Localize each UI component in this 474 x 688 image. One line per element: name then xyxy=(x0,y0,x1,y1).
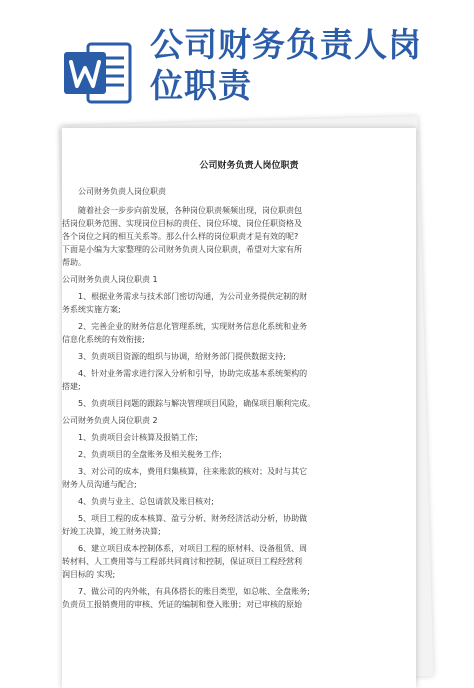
list-item-line: 3、负责项目资源的组织与协调，给财务部门提供数据支持; xyxy=(78,352,286,361)
list-item-line: 信息化系统的有效衔接; xyxy=(62,335,145,344)
intro-line: 下面是小编为大家整理的公司财务负责人岗位职责，希望对大家有所 xyxy=(62,245,302,254)
list-item-line: 搭建; xyxy=(62,382,81,391)
list-item-line: 2、负责项目的全盘账务及相关税务工作; xyxy=(78,450,222,459)
list-item xyxy=(62,320,412,346)
list-item xyxy=(62,290,412,316)
page-title xyxy=(150,24,470,106)
list-item xyxy=(62,367,412,393)
intro-line: 括岗位职务范围、实现岗位目标的责任、岗位环境、岗位任职资格及 xyxy=(62,219,302,228)
document-body xyxy=(62,160,412,615)
list-item-line: 转材料、人工费用等与工程部共同商讨和控制，保证项目工程经营利 xyxy=(62,557,302,566)
list-item-line: 7、做公司的内外帐，有具体搭长的账目类型，如总帐、全盘账务; xyxy=(78,587,310,596)
list-item-line: 好竣工决算，竣工财务决算; xyxy=(62,527,161,536)
list-item xyxy=(62,431,412,444)
intro-paragraph xyxy=(62,204,412,269)
list-item xyxy=(62,585,412,611)
page-title-line-2: 位职责 xyxy=(150,66,252,105)
list-item xyxy=(62,512,412,538)
list-item-line: 1、负责项目会计核算及报销工作; xyxy=(78,433,198,442)
list-item-line: 润目标的 实现; xyxy=(62,570,116,579)
list-item-line: 5、项目工程的成本核算、盈亏分析、财务经济活动分析，协助做 xyxy=(78,514,308,523)
section-heading-1: 公司财务负责人岗位职责 1 xyxy=(62,275,158,284)
list-item xyxy=(62,542,412,581)
list-item xyxy=(62,465,412,491)
list-item-line: 财务人员沟通与配合; xyxy=(62,480,137,489)
list-item-line: 6、建立项目成本控制体系，对项目工程的原材料、设备租赁、周 xyxy=(78,544,308,553)
intro-line: 帮助。 xyxy=(62,258,86,267)
word-document-icon xyxy=(62,40,134,106)
list-item-line: 5、负责项目问题的跟踪与解决管理项目风险，确保项目顺利完成。 xyxy=(78,399,316,408)
list-item xyxy=(62,350,412,363)
list-item-line: 务系统实施方案; xyxy=(62,305,121,314)
intro-line: 各个岗位之间的相互关系等。那么什么样的岗位职责才是有效的呢? xyxy=(62,232,299,241)
list-item xyxy=(62,495,412,508)
document-title: 公司财务负责人岗位职责 xyxy=(199,161,299,171)
list-item-line: 4、针对业务需求进行深入分析和引导，协助完成基本系统架构的 xyxy=(78,369,308,378)
list-item-line: 1、根据业务需求与技术部门密切沟通，为公司业务提供定制的财 xyxy=(78,292,308,301)
page-header xyxy=(0,0,474,118)
list-item-line: 2、完善企业的财务信息化管理系统，实现财务信息化系统和业务 xyxy=(78,322,308,331)
list-item-line: 4、负责与业主、总包请款及账目核对; xyxy=(78,497,214,506)
list-item xyxy=(62,397,412,410)
list-item-line: 3、对公司的成本，费用归集核算，往来账款的核对；及时与其它 xyxy=(78,467,308,476)
intro-line: 随着社会一步步向前发展，各种岗位职责频频出现，岗位职责包 xyxy=(78,206,302,215)
document-subtitle: 公司财务负责人岗位职责 xyxy=(78,187,166,196)
list-item-line: 负责员工报销费用的审核、凭证的编制和登入账册；对已审核的原始 xyxy=(62,600,302,609)
section-heading-2: 公司财务负责人岗位职责 2 xyxy=(62,416,158,425)
list-item xyxy=(62,448,412,461)
page-title-line-1: 公司财务负责人岗 xyxy=(150,25,422,64)
